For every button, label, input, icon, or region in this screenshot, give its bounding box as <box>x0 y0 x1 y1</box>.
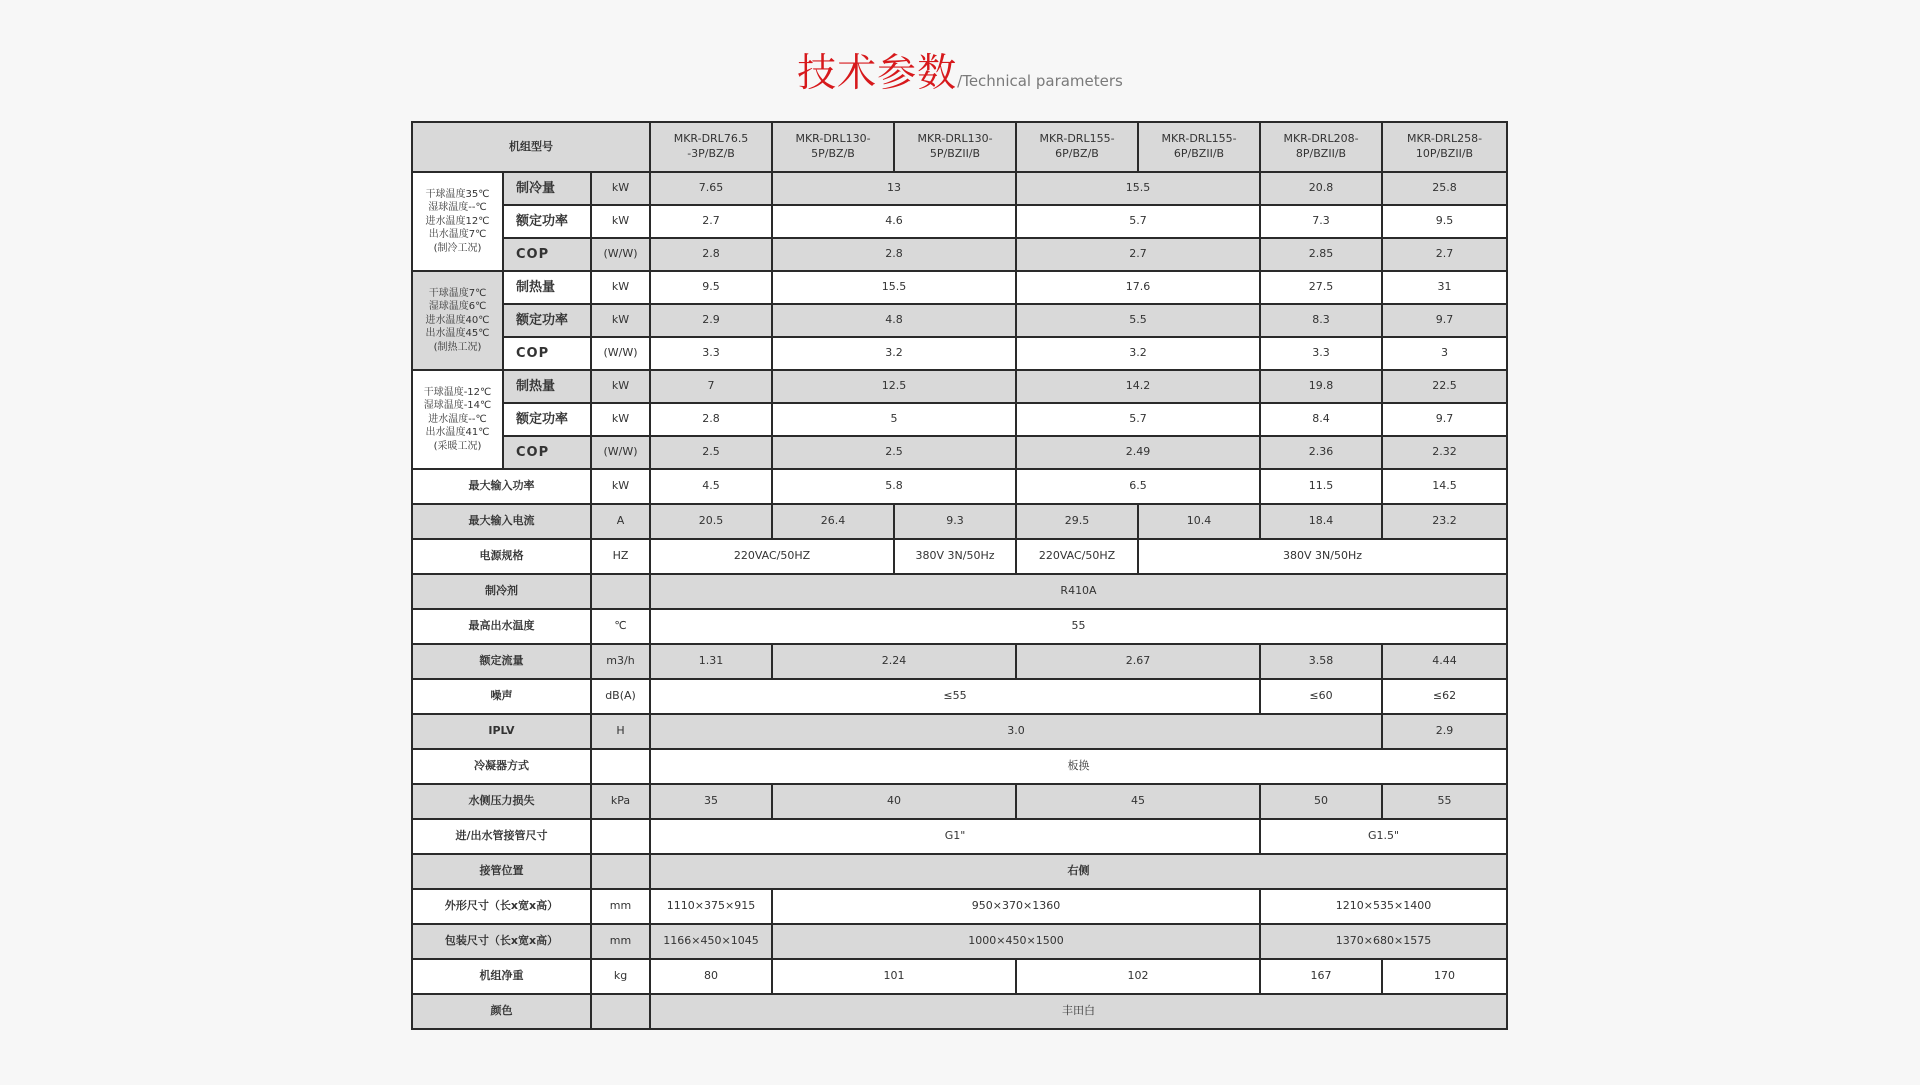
unit-label: kg <box>591 959 650 994</box>
unit-label: (W/W) <box>591 337 650 370</box>
value-cell: 7.65 <box>650 172 772 205</box>
value-cell: 20.5 <box>650 504 772 539</box>
value-cell: 27.5 <box>1260 271 1382 304</box>
value-cell: G1.5" <box>1260 819 1507 854</box>
unit-label: kW <box>591 205 650 238</box>
value-cell: 8.4 <box>1260 403 1382 436</box>
value-cell: 2.8 <box>650 238 772 271</box>
value-cell: ≤62 <box>1382 679 1507 714</box>
condition-label: 干球温度35℃ 湿球温度--℃ 进水温度12℃ 出水温度7℃ (制冷工况) <box>412 172 503 271</box>
value-cell: 45 <box>1016 784 1260 819</box>
value-cell: 15.5 <box>772 271 1016 304</box>
value-cell: 2.9 <box>650 304 772 337</box>
model-name: MKR-DRL258- 10P/BZII/B <box>1382 122 1507 172</box>
value-cell: 9.5 <box>650 271 772 304</box>
table-row <box>412 819 1507 854</box>
value-cell: 11.5 <box>1260 469 1382 504</box>
table-row <box>412 854 1507 889</box>
unit-label: kW <box>591 370 650 403</box>
value-cell: 50 <box>1260 784 1382 819</box>
model-name: MKR-DRL208- 8P/BZII/B <box>1260 122 1382 172</box>
unit-label <box>591 994 650 1029</box>
row-name: 接管位置 <box>412 854 591 889</box>
value-cell: 40 <box>772 784 1016 819</box>
row-name: 颜色 <box>412 994 591 1029</box>
value-cell: 23.2 <box>1382 504 1507 539</box>
value-cell: 5.7 <box>1016 205 1260 238</box>
value-cell: 3.3 <box>650 337 772 370</box>
value-cell: 3.2 <box>772 337 1016 370</box>
value-cell: 1166×450×1045 <box>650 924 772 959</box>
page-title <box>0 42 1920 98</box>
technical-parameters-table <box>411 121 1508 1030</box>
value-cell: 3 <box>1382 337 1507 370</box>
param-label: 制热量 <box>503 271 591 304</box>
value-cell: 4.6 <box>772 205 1016 238</box>
value-cell: 15.5 <box>1016 172 1260 205</box>
value-cell: 55 <box>650 609 1507 644</box>
table-row <box>412 304 1507 337</box>
value-cell: 9.7 <box>1382 403 1507 436</box>
value-cell: 31 <box>1382 271 1507 304</box>
value-cell: 14.2 <box>1016 370 1260 403</box>
param-label: 额定功率 <box>503 205 591 238</box>
value-cell: 2.8 <box>772 238 1016 271</box>
value-cell: 4.5 <box>650 469 772 504</box>
value-cell: 1000×450×1500 <box>772 924 1260 959</box>
value-cell: 7 <box>650 370 772 403</box>
value-cell: 14.5 <box>1382 469 1507 504</box>
unit-label: kW <box>591 403 650 436</box>
value-cell: 2.85 <box>1260 238 1382 271</box>
table-row <box>412 784 1507 819</box>
unit-label: kPa <box>591 784 650 819</box>
value-cell: 220VAC/50HZ <box>1016 539 1138 574</box>
value-cell: 5 <box>772 403 1016 436</box>
row-name: 最大输入功率 <box>412 469 591 504</box>
value-cell: 2.5 <box>650 436 772 469</box>
value-cell: 1370×680×1575 <box>1260 924 1507 959</box>
value-cell: 18.4 <box>1260 504 1382 539</box>
row-name: 水侧压力损失 <box>412 784 591 819</box>
unit-label: kW <box>591 172 650 205</box>
table-row <box>412 172 1507 205</box>
table-row <box>412 370 1507 403</box>
row-name: 机组净重 <box>412 959 591 994</box>
row-name: 进/出水管接管尺寸 <box>412 819 591 854</box>
unit-label: ℃ <box>591 609 650 644</box>
title-english: /Technical parameters <box>957 72 1123 90</box>
value-cell: 4.8 <box>772 304 1016 337</box>
table-row <box>412 271 1507 304</box>
unit-label: A <box>591 504 650 539</box>
condition-label: 干球温度7℃ 湿球温度6℃ 进水温度40℃ 出水温度45℃ (制热工况) <box>412 271 503 370</box>
value-cell: 55 <box>1382 784 1507 819</box>
value-cell: 9.5 <box>1382 205 1507 238</box>
table-row <box>412 889 1507 924</box>
row-name: 制冷剂 <box>412 574 591 609</box>
unit-label: kW <box>591 304 650 337</box>
table-row <box>412 679 1507 714</box>
value-cell: 12.5 <box>772 370 1016 403</box>
param-label: 制热量 <box>503 370 591 403</box>
row-name: 噪声 <box>412 679 591 714</box>
param-label: COP <box>503 337 591 370</box>
value-cell: 3.0 <box>650 714 1382 749</box>
value-cell: 9.7 <box>1382 304 1507 337</box>
value-cell: 20.8 <box>1260 172 1382 205</box>
model-header-label: 机组型号 <box>412 122 650 172</box>
param-label: 制冷量 <box>503 172 591 205</box>
value-cell: 26.4 <box>772 504 894 539</box>
value-cell: 2.67 <box>1016 644 1260 679</box>
row-name: 最高出水温度 <box>412 609 591 644</box>
unit-label: H <box>591 714 650 749</box>
value-cell: 右侧 <box>650 854 1507 889</box>
value-cell: 220VAC/50HZ <box>650 539 894 574</box>
table-row <box>412 924 1507 959</box>
value-cell: 167 <box>1260 959 1382 994</box>
value-cell: 29.5 <box>1016 504 1138 539</box>
unit-label: m3/h <box>591 644 650 679</box>
table-row <box>412 609 1507 644</box>
row-name: 最大输入电流 <box>412 504 591 539</box>
model-name: MKR-DRL155- 6P/BZ/B <box>1016 122 1138 172</box>
value-cell: 5.8 <box>772 469 1016 504</box>
row-name: IPLV <box>412 714 591 749</box>
row-name: 额定流量 <box>412 644 591 679</box>
value-cell: 2.36 <box>1260 436 1382 469</box>
model-name: MKR-DRL76.5 -3P/BZ/B <box>650 122 772 172</box>
model-header-row <box>412 122 1507 172</box>
value-cell: 3.58 <box>1260 644 1382 679</box>
value-cell: 7.3 <box>1260 205 1382 238</box>
value-cell: 2.9 <box>1382 714 1507 749</box>
value-cell: 17.6 <box>1016 271 1260 304</box>
table-row <box>412 539 1507 574</box>
value-cell: 19.8 <box>1260 370 1382 403</box>
model-name: MKR-DRL130- 5P/BZII/B <box>894 122 1016 172</box>
value-cell: 2.7 <box>650 205 772 238</box>
unit-label: (W/W) <box>591 238 650 271</box>
table-row <box>412 574 1507 609</box>
value-cell: 3.2 <box>1016 337 1260 370</box>
unit-label: (W/W) <box>591 436 650 469</box>
value-cell: 5.5 <box>1016 304 1260 337</box>
table-row <box>412 469 1507 504</box>
title-chinese: 技术参数 <box>797 51 958 96</box>
unit-label <box>591 574 650 609</box>
value-cell: 2.7 <box>1016 238 1260 271</box>
param-label: COP <box>503 436 591 469</box>
value-cell: G1" <box>650 819 1260 854</box>
value-cell: 2.49 <box>1016 436 1260 469</box>
value-cell: 35 <box>650 784 772 819</box>
model-name: MKR-DRL155- 6P/BZII/B <box>1138 122 1260 172</box>
unit-label: mm <box>591 889 650 924</box>
unit-label: mm <box>591 924 650 959</box>
value-cell: 5.7 <box>1016 403 1260 436</box>
unit-label <box>591 749 650 784</box>
param-label: 额定功率 <box>503 403 591 436</box>
table-row <box>412 959 1507 994</box>
table-row <box>412 749 1507 784</box>
condition-label: 干球温度-12℃ 湿球温度-14℃ 进水温度--℃ 出水温度41℃ (采暖工况) <box>412 370 503 469</box>
model-name: MKR-DRL130- 5P/BZ/B <box>772 122 894 172</box>
value-cell: 101 <box>772 959 1016 994</box>
value-cell: 13 <box>772 172 1016 205</box>
value-cell: 2.24 <box>772 644 1016 679</box>
table-row <box>412 205 1507 238</box>
table-row <box>412 644 1507 679</box>
value-cell: 2.7 <box>1382 238 1507 271</box>
table-row <box>412 714 1507 749</box>
row-name: 包装尺寸（长x宽x高） <box>412 924 591 959</box>
value-cell: ≤55 <box>650 679 1260 714</box>
value-cell: 丰田白 <box>650 994 1507 1029</box>
value-cell: 170 <box>1382 959 1507 994</box>
value-cell: 380V 3N/50Hz <box>894 539 1016 574</box>
value-cell: R410A <box>650 574 1507 609</box>
value-cell: 380V 3N/50Hz <box>1138 539 1507 574</box>
row-name: 冷凝器方式 <box>412 749 591 784</box>
table-row <box>412 337 1507 370</box>
param-label: 额定功率 <box>503 304 591 337</box>
table-row <box>412 403 1507 436</box>
value-cell: 1.31 <box>650 644 772 679</box>
unit-label: kW <box>591 271 650 304</box>
value-cell: 2.32 <box>1382 436 1507 469</box>
value-cell: ≤60 <box>1260 679 1382 714</box>
unit-label <box>591 819 650 854</box>
value-cell: 板换 <box>650 749 1507 784</box>
param-label: COP <box>503 238 591 271</box>
value-cell: 2.5 <box>772 436 1016 469</box>
table-row <box>412 504 1507 539</box>
value-cell: 80 <box>650 959 772 994</box>
unit-label <box>591 854 650 889</box>
value-cell: 102 <box>1016 959 1260 994</box>
value-cell: 2.8 <box>650 403 772 436</box>
row-name: 外形尺寸（长x宽x高） <box>412 889 591 924</box>
value-cell: 10.4 <box>1138 504 1260 539</box>
value-cell: 22.5 <box>1382 370 1507 403</box>
table-row <box>412 436 1507 469</box>
value-cell: 8.3 <box>1260 304 1382 337</box>
value-cell: 1210×535×1400 <box>1260 889 1507 924</box>
value-cell: 950×370×1360 <box>772 889 1260 924</box>
value-cell: 25.8 <box>1382 172 1507 205</box>
table-row <box>412 994 1507 1029</box>
unit-label: kW <box>591 469 650 504</box>
value-cell: 9.3 <box>894 504 1016 539</box>
value-cell: 6.5 <box>1016 469 1260 504</box>
unit-label: dB(A) <box>591 679 650 714</box>
unit-label: HZ <box>591 539 650 574</box>
table-row <box>412 238 1507 271</box>
row-name: 电源规格 <box>412 539 591 574</box>
value-cell: 1110×375×915 <box>650 889 772 924</box>
value-cell: 4.44 <box>1382 644 1507 679</box>
value-cell: 3.3 <box>1260 337 1382 370</box>
